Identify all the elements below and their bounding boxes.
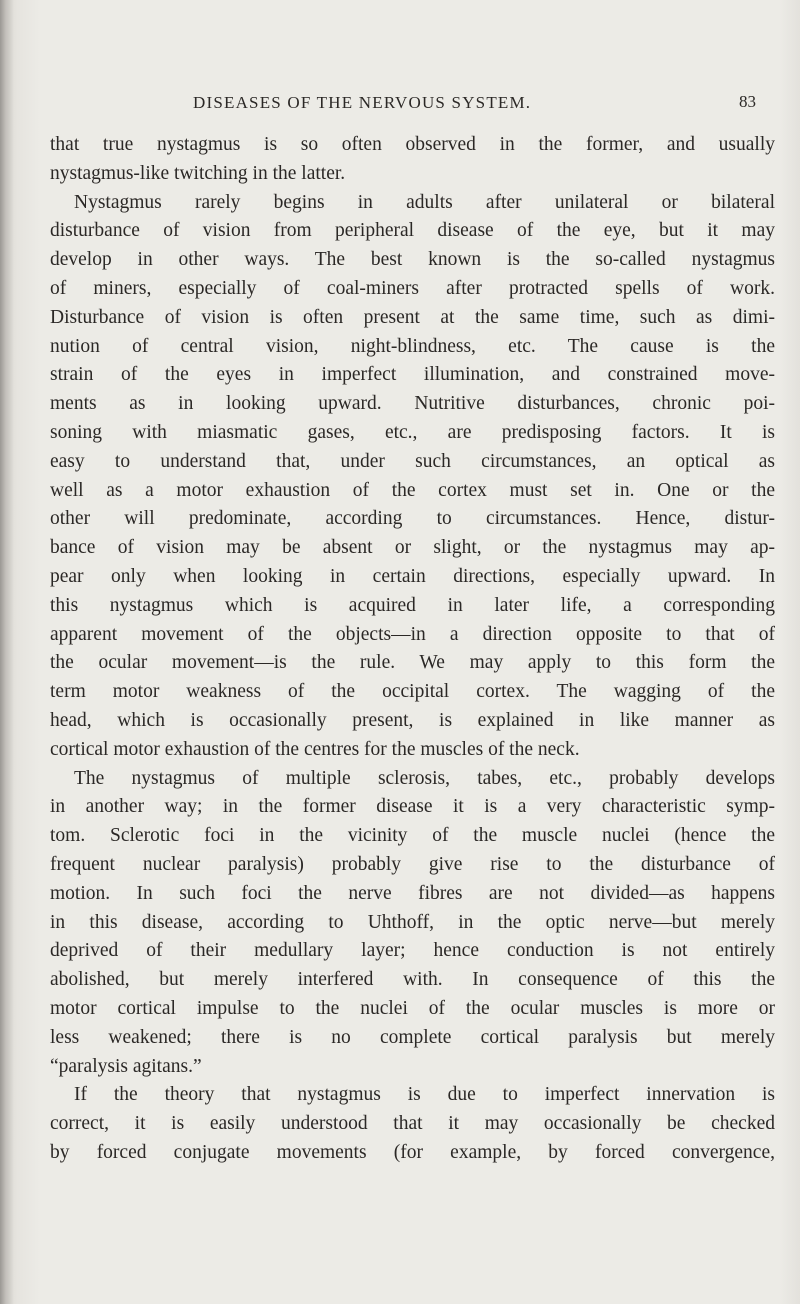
running-head — [0, 93, 800, 117]
text-line: this nystagmus which is acquired in later life, a corresponding — [50, 594, 775, 616]
text-line: develop in other ways. The best known is the so-called nystagmus — [50, 249, 775, 271]
text-line: strain of the eyes in imperfect illumination, and constrained move- — [50, 364, 775, 386]
text-line: in this disease, according to Uhthoff, in the optic nerve—but merely — [50, 911, 775, 933]
text-line: deprived of their medullary layer; hence conduction is not entirely — [50, 940, 775, 962]
text-line: motion. In such foci the nerve fibres are not divided—as happens — [50, 882, 775, 904]
text-line: abolished, but merely interfered with. In consequence of this the — [50, 969, 775, 991]
text-line: less weakened; there is no complete cortical paralysis but merely — [50, 1026, 775, 1048]
text-line: frequent nuclear paralysis) probably give rise to the disturbance of — [50, 853, 775, 875]
text-line: Disturbance of vision is often present at the same time, such as dimi- — [50, 306, 775, 328]
text-line: head, which is occasionally present, is explained in like manner as — [50, 709, 775, 731]
text-line: in another way; in the former disease it is a very characteristic symp- — [50, 796, 775, 818]
text-line: nystagmus-like twitching in the latter. — [50, 162, 346, 184]
body-text — [50, 131, 775, 1168]
text-line: term motor weakness of the occipital cortex. The wagging of the — [50, 681, 775, 703]
text-line: of miners, especially of coal-miners after protracted spells of work. — [50, 277, 775, 299]
text-line: nution of central vision, night-blindness, etc. The cause is the — [50, 335, 775, 357]
text-line: tom. Sclerotic foci in the vicinity of the muscle nuclei (hence the — [50, 825, 775, 847]
text-line: ments as in looking upward. Nutritive disturbances, chronic poi- — [50, 393, 775, 415]
text-line: soning with miasmatic gases, etc., are predisposing factors. It is — [50, 421, 775, 443]
page-gutter-shadow — [0, 0, 14, 1304]
text-line: easy to understand that, under such circumstances, an optical as — [50, 450, 775, 472]
text-line: the ocular movement—is the rule. We may apply to this form the — [50, 652, 775, 674]
page-number: 83 — [739, 92, 756, 111]
text-line: correct, it is easily understood that it may occasionally be checked — [50, 1113, 775, 1135]
text-line: If the theory that nystagmus is due to imperfect innervation is — [74, 1084, 775, 1106]
text-line: other will predominate, according to circumstances. Hence, distur- — [50, 508, 775, 530]
text-line: by forced conjugate movements (for example, by forced convergence, — [50, 1141, 775, 1163]
text-line: disturbance of vision from peripheral disease of the eye, but it may — [50, 220, 775, 242]
text-line: “paralysis agitans.” — [50, 1055, 202, 1077]
text-line: that true nystagmus is so often observed in the former, and usually — [50, 134, 775, 155]
text-line: apparent movement of the objects—in a direction opposite to that of — [50, 623, 775, 645]
text-line: Nystagmus rarely begins in adults after unilateral or bilateral — [74, 191, 775, 213]
running-title: DISEASES OF THE NERVOUS SYSTEM. — [193, 93, 532, 112]
text-line: well as a motor exhaustion of the cortex must set in. One or the — [50, 479, 775, 501]
text-line: The nystagmus of multiple sclerosis, tabes, etc., probably develops — [74, 767, 775, 789]
text-line: pear only when looking in certain directions, especially upward. In — [50, 565, 775, 587]
text-line: motor cortical impulse to the nuclei of the ocular muscles is more or — [50, 997, 775, 1019]
text-line: cortical motor exhaustion of the centres for the muscles of the neck. — [50, 738, 580, 760]
text-line: bance of vision may be absent or slight, or the nystagmus may ap- — [50, 537, 775, 559]
